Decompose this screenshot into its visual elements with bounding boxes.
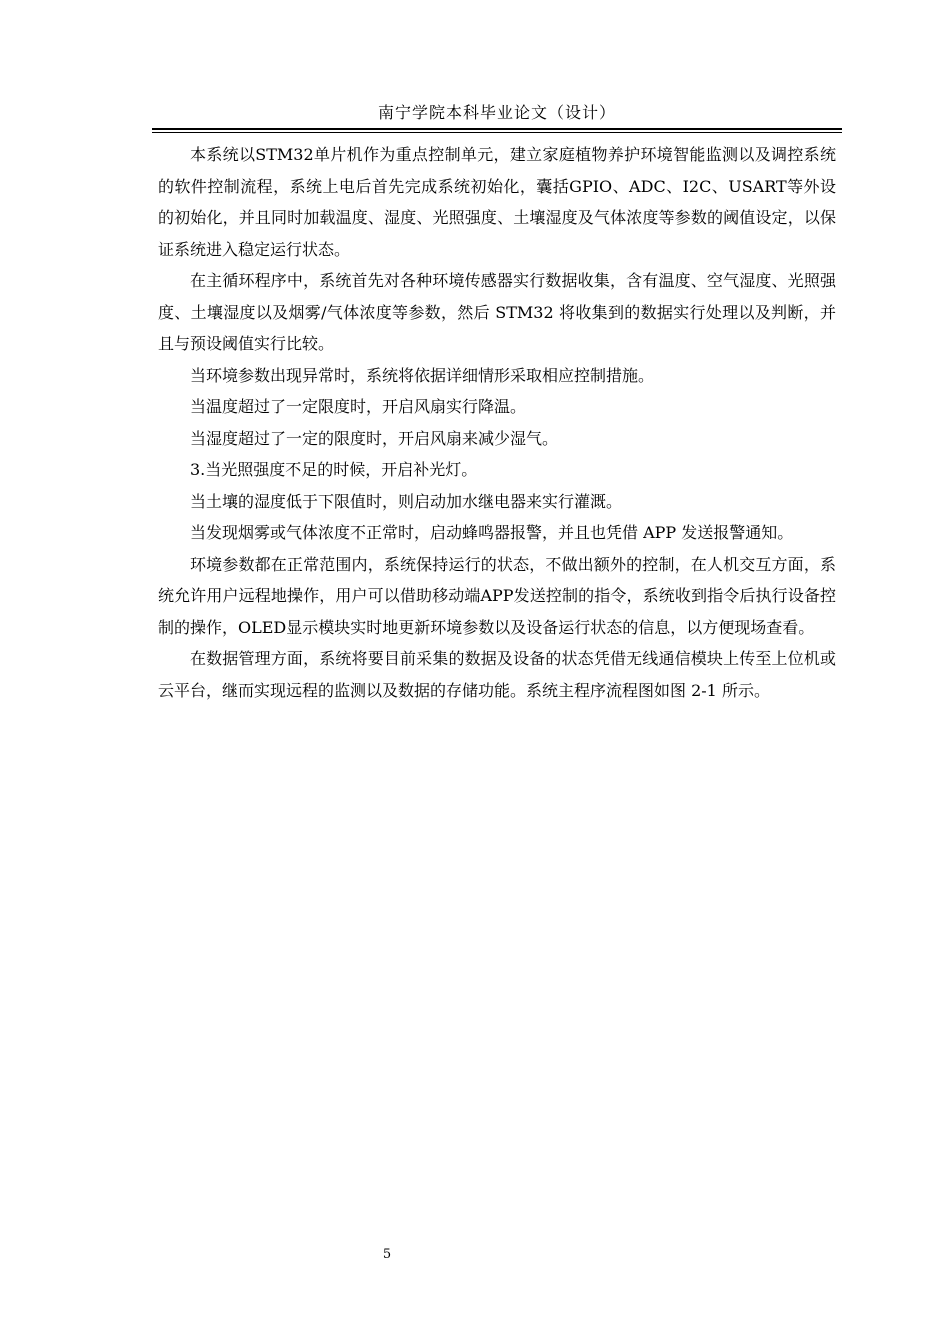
header-rule-thin [152,132,842,133]
page-number: 5 [382,1247,392,1262]
paragraph-temperature-rule: 当温度超过了一定限度时，开启风扇实行降温。 [190,397,527,416]
paragraph-humidity-rule: 当湿度超过了一定的限度时，开启风扇来减少湿气。 [190,428,559,448]
paragraph-system-init: 本系统以STM32单片机作为重点控制单元，建立家庭植物养护环境智能监测以及调控系统的软件控制流程，系统上电后首先完成系统初始化，囊括GPIO、ADC、I2C、USART等外设的初始化，并且同时加载温度、湿度、光照强度、土壤湿度及气体浓度等参数的阈值设定，以保证系统进入稳定运行状态。 [158,145,836,259]
running-header: 南宁学院本科毕业论文（设计） [377,103,616,122]
paragraph-interaction: 环境参数都在正常范围内，系统保持运行的状态，不做出额外的控制，在人机交互方面，系统允许用户远程地操作，用户可以借助移动端APP发送控制的指令，系统收到指令后执行设备控制的操作，OLED显示模块实时地更新环境参数以及设备运行状态的信息，以方便现场查看。 [158,554,836,637]
body-text [158,139,836,706]
paragraph-main-loop: 在主循环程序中，系统首先对各种环境传感器实行数据收集，含有温度、空气湿度、光照强度、土壤湿度以及烟雾/气体浓度等参数，然后 STM32 将收集到的数据实行处理以及判断，并且与预设阈值实行比较。 [158,271,836,353]
header-rule-thick [152,128,842,130]
paragraph-light-rule: 3.当光照强度不足的时候，开启补光灯。 [190,460,478,479]
paragraph-soil-rule: 当土壤的湿度低于下限值时，则启动加水继电器来实行灌溉。 [190,491,623,511]
paragraph-data-management: 在数据管理方面，系统将要目前采集的数据及设备的状态凭借无线通信模块上传至上位机或云平台，继而实现远程的监测以及数据的存储功能。系统主程序流程图如图 2-1 所示。 [158,649,836,700]
paragraph-abnormal-intro: 当环境参数出现异常时，系统将依据详细情形采取相应控制措施。 [190,365,655,385]
paragraph-smoke-rule: 当发现烟雾或气体浓度不正常时，启动蜂鸣器报警，并且也凭借 APP 发送报警通知。 [190,523,794,542]
